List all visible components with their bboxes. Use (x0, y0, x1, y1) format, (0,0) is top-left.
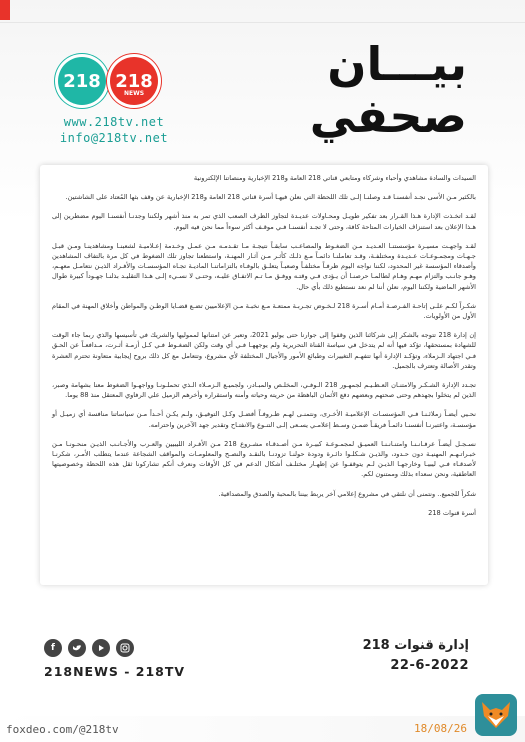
paragraph: شكراً للجميع.. ونتمنى أن نلتقي في مشروع إعلامي آخر يربط بيننا بالمحبة والصدق والمصداقية. (218, 489, 476, 498)
issue-date: 22-6-2022 (390, 658, 469, 673)
issuer-name: إدارة قنوات 218 (362, 638, 469, 653)
corner-accent (0, 0, 10, 20)
website-link[interactable]: www.218tv.net (63, 115, 165, 129)
title-line-1: بيـــان (327, 37, 467, 91)
issuer-block (363, 638, 469, 673)
paragraph: لقـد واجهـت مسيـرة مؤسستنـا العـديـد مـن الضغـوط والمصاعـب سابقـاً نتيجـة مـا تقـدمـه مـن عمـل وخـدمة إعـلاميـة لشعبنـا ومشاهدينـا ومـن قبـل جـهـات ومجمـوعـات عـديـدة ومختلفـة، وقـد تعاملنـا دائمـاً مـع ذلـك كأثـر مـن آثـار المهنـة، واستطعنا تجاوز تلك الضغوط في كل مرة بالتفاف المشاهدين وأصدقاء المؤسسة غير المحدود، لكننا نواجه اليوم ظرفـاً مختلفـاً وصعبـاً يتعلـق بالوفـاء بالتزاماتنـا الماديـة تجـاه المؤسسـات والأفـراد الذيـن نتعامـل معهـم، وهـو جانـب والتزام مهـم وهـام لطالمـا حرصنـا أن يـؤدى فـي وقتـه ووفـق مـا تـم الاتفـاق عليـه، وحتـى لا نسـيء إلـى هـذا التقليـد بذلنـا جهـوداً كبيرة طوال الأشهر الماضية ولكننا اليوم، نعلن أننا لم نعد نستطيع ذلك بأي حال. (52, 241, 476, 291)
watermark-text: foxdeo.com/@218tv (6, 723, 119, 736)
paragraph: إن إدارة 218 تتوجه بالشكر إلى شركائنا الذين وقفوا إلى جوارنا حتى يوليو 2021، وتعبر عن امتنانها لمموليها والشريك في تأسيسها والذي ربما جاء الوقت للشهادة بمستحقها، تؤكد فيها أنه لم يتدخل في سياسة القناة التحريرية ولم يوجههـا فـي أي وقت ولكن الضغـوط فـي كـل أزمـة أثـرت، مـدافعـاً عن الحـق فـي اجتهاد الـزملاء، وتؤكـد الإدارة أنها تتفهـم التغييرات وطبائع الأمور والأجيال المختلفة لأي مشروع، وتتعامل مع كل ذلك بروح إيجابية متعاونة تحترم العشرة وتقدر الأصالة وتعترف بالجميل. (52, 331, 477, 370)
instagram-icon[interactable] (116, 639, 134, 657)
218-news-logo: 218 NEWS (110, 57, 158, 105)
paragraph: لقـد اتخـذت الإدارة هـذا القـرار بعد تفكير طويـل ومحـاولات عديـدة لتجاوز الظرف الصعب الذي تمر به منذ أشهر ولكننا وجدنـا أنفسنـا اليوم مضطرين إلى هـذا الإعلان بعد استنزاف الخيارات المتاحة كافة، وحتى لا تجـد أنفسنـا فـي موقـف أكثر سوءاً مما نحن فيه اليوم. (52, 212, 476, 231)
social-footer (44, 639, 185, 679)
218-tv-logo: 218 (58, 57, 106, 105)
twitter-icon[interactable] (68, 639, 86, 657)
statement-body (52, 173, 476, 577)
paragraph: شكـراً لكـم علـى إتاحـة الفـرصـة أمـام أسـرة 218 لـخـوض تجـربـة ممتعـة مـع نخبـة مـن الإعلاميين تضـع قضـايا الوطـن والمواطن وأخلاق المهنة في المقام الأول من الأولويات. (52, 301, 476, 321)
facebook-icon[interactable]: f (44, 639, 62, 657)
email-link[interactable]: info@218tv.net (59, 131, 169, 145)
paragraph: السيدات والسادة مشاهدي وأحباء وشركاء ومتابعي قناتي 218 العامة و218 الإخبارية ومنصاتنا الإلكترونية (193, 174, 476, 182)
paragraph: بالكثير مـن الأسى نجـد أنفسنـا قـد وصلنـا إلـى تلك اللحظة التي نعلن فيهـا أسرة قناتي 218 العامة و218 الإخبارية عن وقف بثها المُعتاد على الشاشتين. (65, 193, 476, 202)
social-handles: 218NEWS - 218TV (44, 664, 186, 679)
social-icons (44, 639, 185, 657)
top-divider (0, 22, 525, 23)
watermark-date: 18/08/26 (414, 722, 467, 735)
page-title (297, 38, 467, 142)
paragraph: نحـيي أيضـاً زملائـنـا فـي المؤسسـات الإعلاميـة الأخـرى، ونتمنـى لهـم ظـروفـاً أفضـل وكـل التوفيـق، ولـم يكـن أحـداً مـن سياساتنا منافسة أي زميـل أو مؤسسـة، واعتبرنـا أنفسنـا دائمـاً فريقـاً ضمـن وسـط إعلامـي يسـعى إلـى التنـوع والانفتـاح وتقدير جهد الآخرين واحترامه. (52, 410, 476, 429)
paragraph: تجـدد الإدارة الشـكـر والامتنـان العـظـيـم لجمهـور 218 الـوفـي، المخلـص والمبـادر، ولجميـع الـزمـلاء الـذي تحملـونـا وواجهـوا الضغوط معنا بشهامة وصبر، الذين لم يتخلوا بجهدهم وحتى صحتهم وبعضهم دفع الأثمان الباهظة من حريته وحياته وأمنه واستقراره وأخرهم الزميل علي الرفاوي المعتقل منذ 88 يوما. (52, 381, 476, 400)
signature: أسرة قنوات 218 (428, 508, 476, 517)
title-line-2: صحفي (309, 89, 467, 143)
youtube-icon[interactable] (92, 639, 110, 657)
paragraph: نسـجـل أيضـاً عرفـانـنـا وامتنـانـنـا العميـق لمجمـوعـة كبيـرة مـن أصـدقـاء مشـروع 218 مـن الأفـراد الليبيين والعـرب والأجـانـب الذيـن منحـونـا مـن خبـراتـهـم المهنيـة دون حـدود، والذيـن شـكلـوا دائـرة ودودة حولنـا تزودنـا بالنقـد والنصـح والمعلومـات والمواقف الشجاعة عندما يتطلب الأمـر، شكرنـا لأصدقـاء فـي ليبيـا وخارجهـا الذيـن لـم يتوقفـوا عن إظهـار مختلـف أشكال الدعم في كل الأوقات ونعرف أنكم تشاركونا ثقل هذه اللحظة وخصوصيتها العاطفية، ونحن سعداء بذلك وممتنون لكم. (52, 439, 476, 479)
fox-logo-icon (475, 694, 517, 736)
statement-card (40, 165, 488, 585)
channel-logos (48, 55, 168, 115)
